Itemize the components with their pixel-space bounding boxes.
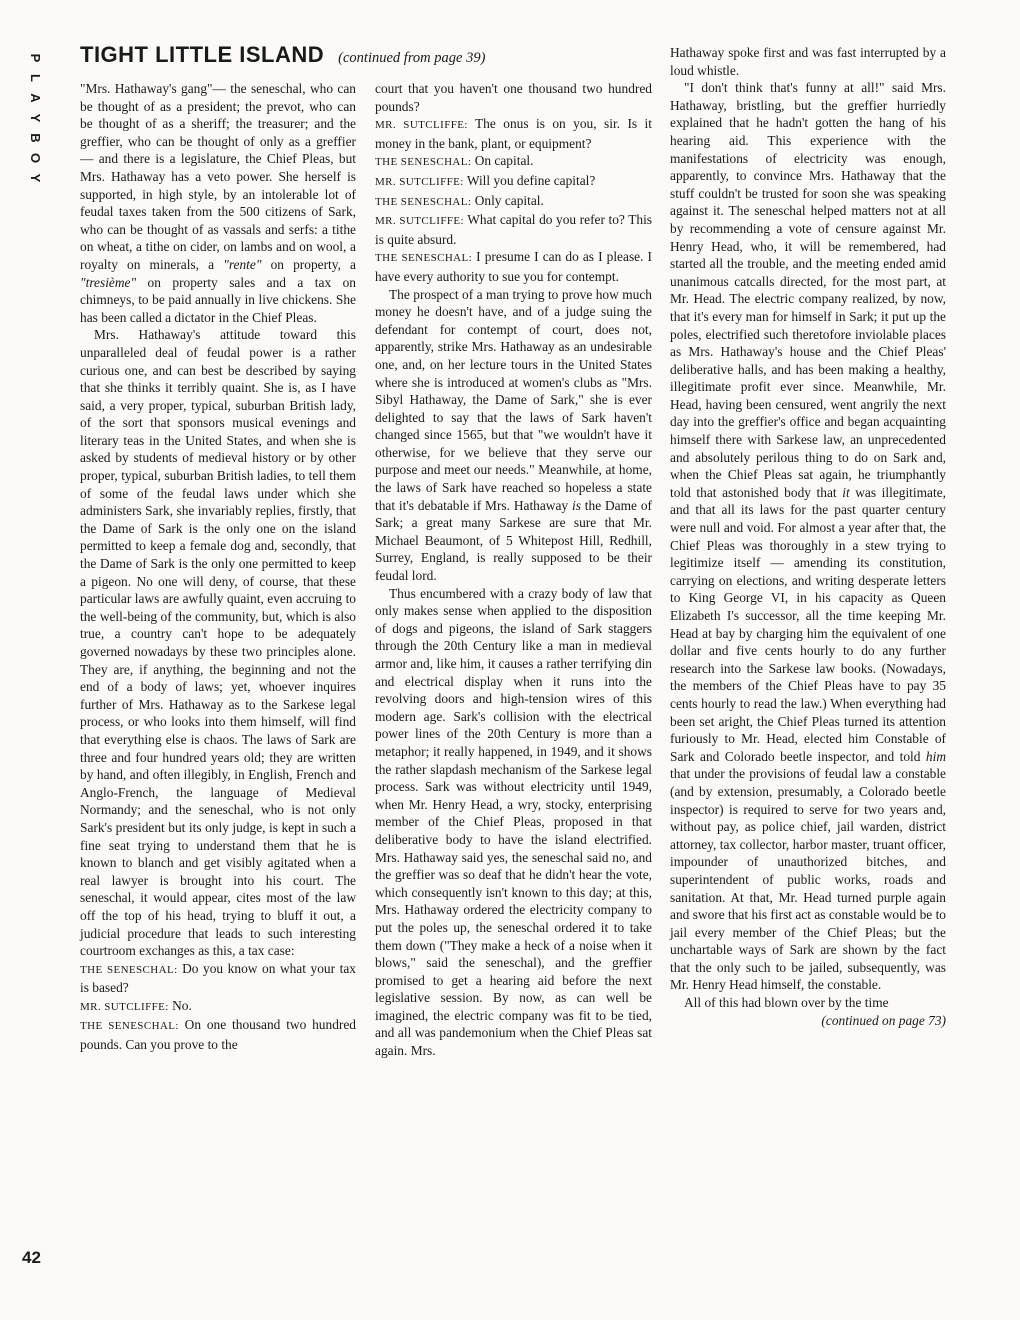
column-3 — [670, 44, 946, 1029]
spine-letter: P — [28, 53, 43, 63]
dialogue-line: THE SENESCHAL: Do you know on what your tax is based? — [80, 960, 356, 996]
paragraph: court that you haven't one thousand two hundred pounds? — [375, 81, 652, 114]
dialogue-line: THE SENESCHAL: On capital. — [375, 153, 534, 169]
spine-letter: L — [28, 74, 43, 82]
paragraph: "I don't think that's funny at all!" said Mrs. Hathaway, bristling, but the greffier hurriedly explained that he hadn't gotten the hang of his hearing aid. This experience with the manifestations of electricity was enough, apparently, to convince Mrs. Hathaway that the stuff couldn't be trusted for soon she was speaking against it. The seneschal helped matters not at all by recommending a vote of censure against Mr. Henry Head, who, it will be remembered, had started all the trouble, and the meeting ended amid unanimous catcalls directed, for the most part, at Mr. Head. The electric company realized, by now, that it's every man for himself in Sark; it put up the poles, electrified such theretofore inviolable places as Mrs. Hathaway's house and the Chief Pleas' deliberative halls, and has been making a healthy, illegitimate profit ever since. Meanwhile, Mr. Head, having been censured, went angrily the next day into the greffier's office and began acquainting himself there with Sarkese law, an unprecedented and absolutely perilous thing to do on Sark and, when the Chief Pleas sat again, he triumphantly told that astonished body that it was illegitimate, and that all its laws for the past quarter century were null and void. For almost a year after that, the Chief Pleas was thoroughly in a stew trying to legitimize itself — amending its constitution, carrying on elections, and writing desperate letters to King George VI, in his capacity as Queen Elizabeth I's successor, all the time keeping Mr. Head at bay by charging him the equivalent of one dollar and five cents hourly to do any further research into the Sarkese law books. (Nowadays, the members of the Chief Pleas have to pay 35 cents hourly to read the law.) When everything had been set aright, the Chief Pleas turned its attention furiously to Mr. Head, elected him Constable of Sark and Colorado beetle inspector, and told him that under the provisions of feudal law a constable (and by extension, presumably, a Colorado beetle inspector) is required to serve for two years and, without pay, as police chief, jail warden, district attorney, tax collector, harbor master, truant officer, impounder of unauthorized bitches, and superintendent of public works, roads and sanitation. At that, Mr. Head turned purple again and swore that his first act as constable would be to jail every member of the Chief Pleas; but the unchartable ways of Sark are shown by the fact that the only such to be jailed, subsequently, was Mr. Henry Head himself, the constable. — [670, 80, 946, 993]
magazine-spine — [28, 48, 42, 188]
dialogue-line: MR. SUTCLIFFE: Will you define capital? — [375, 172, 596, 188]
spine-letter: O — [28, 152, 43, 164]
paragraph: The prospect of a man trying to prove how much money he doesn't have, and of a judge suing the defendant for contempt of court, does not, apparently, strike Mrs. Hathaway as an undesirable one, and, on her lecture tours in the United States where she is introduced at women's clubs as "Mrs. Sibyl Hathaway, the Dame of Sark," she is ever delighted to say that the laws of Sark haven't changed since 1565, but that "we wouldn't have it otherwise, for we believe that they serve our purpose and meet our needs." Meanwhile, at home, the laws of Sark have reached so hopeless a state that it's debatable if Mrs. Hathaway is the Dame of Sark; a great many Sarkese are sure that Mr. Michael Beaumont, of 5 Whitepost Hill, Redhill, Surrey, England, is really supposed to be their feudal lord. — [375, 286, 652, 584]
continued-from-note: (continued from page 39) — [338, 50, 486, 66]
paragraph: Mrs. Hathaway's attitude toward this unparalleled deal of feudal power is a rather curious one, and can best be described by saying that she thinks it terribly quaint. She is, as I have said, a very proper, typical, suburban British lady, of the sort that sponsors musical evenings and literary teas in the United States, and when she is asked by students of medieval history or by other proper, typical, suburban British ladies, to tell them of some of the feudal laws under which she administers Sark, she invariably replies, firstly, that the Dame of Sark is the only one on the island permitted to keep a female dog and, secondly, that the Dame of Sark is the only one permitted to keep a pigeon. No one will deny, of course, that these particular laws are awfully quaint, even accruing to the well-being of the community, but, which is also true, a country can't hope to be adequately governed nowadays by these two principles alone. They are, if anything, the beginning and not the end of a body of laws; yet, whoever inquires further of Mrs. Hathaway as to the Sarkese legal process, or who looks into them himself, will find that everything else is chaos. The laws of Sark are three and four hundred years old; they are written by hand, and often illegibly, in English, French and Anglo-French, the language of Medieval Normandy; and the seneschal, who is not only Sark's president but its only judge, is kept in such a fine seat trying to understand them that he is known to blanch and get visibly agitated when a real lawyer is brought into his court. The seneschal, it would appear, cites most of the law off the top of his head, trying to bluff it out, a judicial procedure that leads to such interesting courtroom exchanges as this, a tax case: — [80, 327, 356, 959]
paragraph: "Mrs. Hathaway's gang"— the seneschal, who can be thought of as a president; the prevot, who can be thought of as a sheriff; the treasurer; and the greffier, who can be thought of only as a greffier — and there is a legislature, the Chief Pleas, but Mrs. Hathaway has a veto power. She herself is supported, in high style, by an intolerable lot of feudal taxes taken from the 500 citizens of Sark, who can be thought of as vassals and serfs: a tithe on wheat, a tithe on cider, on lambs and on wool, a royalty on minerals, a "rente" on property, a "tresième" on property sales and a tax on chimneys, to be paid annually in live chickens. She has been called a dictator in the Chief Pleas. — [80, 81, 356, 325]
spine-letter: Y — [28, 173, 43, 183]
continued-on-note: (continued on page 73) — [821, 1012, 946, 1028]
dialogue-line: THE SENESCHAL: Only capital. — [375, 192, 544, 208]
dialogue-line: THE SENESCHAL: On one thousand two hundred pounds. Can you prove to the — [80, 1017, 356, 1053]
paragraph: All of this had blown over by the time — [684, 995, 889, 1011]
spine-letter: Y — [28, 113, 43, 123]
spine-letter: A — [28, 93, 43, 103]
paragraph: Thus encumbered with a crazy body of law that only makes sense when applied to the disposition of dogs and pigeons, the island of Sark staggers through the 20th Century like a man in medieval armor and, like him, it causes a rather terrifying din and electrical display when it runs into the revolving doors and high-tension wires of this modern age. Sark's collision with the electrical power lines of the 20th Century is more than a metaphor; it really happened, in 1949, and it shows the rather slapdash mechanism of the Sarkese legal process. Sark was without electricity until 1949, when Mr. Henry Head, a wry, stocky, enterprising member of the Chief Pleas, proposed in that deliberative body to have the island electrified. Mrs. Hathaway said yes, the seneschal said no, and the greffier was so deaf that he didn't hear the vote, which consequently isn't known to this day; at this, Mrs. Hathaway ordered the electricity company to put the poles up, the seneschal ordered it to take them down ("They make a heck of a noise when it blows," said the seneschal), and the greffier promised to get a hearing aid before the next legislative session. By now, as can well be imagined, the electric company was fit to be tied, and all was pandemonium when the Chief Pleas sat again. Mrs. — [375, 585, 652, 1059]
dialogue-line: MR. SUTCLIFFE: The onus is on you, sir. Is it money in the bank, plant, or equipment? — [375, 116, 652, 151]
article-title: TIGHT LITTLE ISLAND — [80, 42, 325, 67]
column-2 — [375, 80, 652, 1060]
dialogue-line: THE SENESCHAL: I presume I can do as I please. I have every authority to sue you for contempt. — [375, 249, 652, 284]
article-header — [80, 42, 670, 68]
spine-letter: B — [28, 133, 43, 143]
column-1 — [80, 80, 356, 1054]
paragraph: Hathaway spoke first and was fast interrupted by a loud whistle. — [670, 45, 946, 78]
page-number: 42 — [22, 1248, 41, 1267]
dialogue-line: MR. SUTCLIFFE: No. — [80, 997, 192, 1013]
dialogue-line: MR. SUTCLIFFE: What capital do you refer to? This is quite absurd. — [375, 212, 652, 247]
